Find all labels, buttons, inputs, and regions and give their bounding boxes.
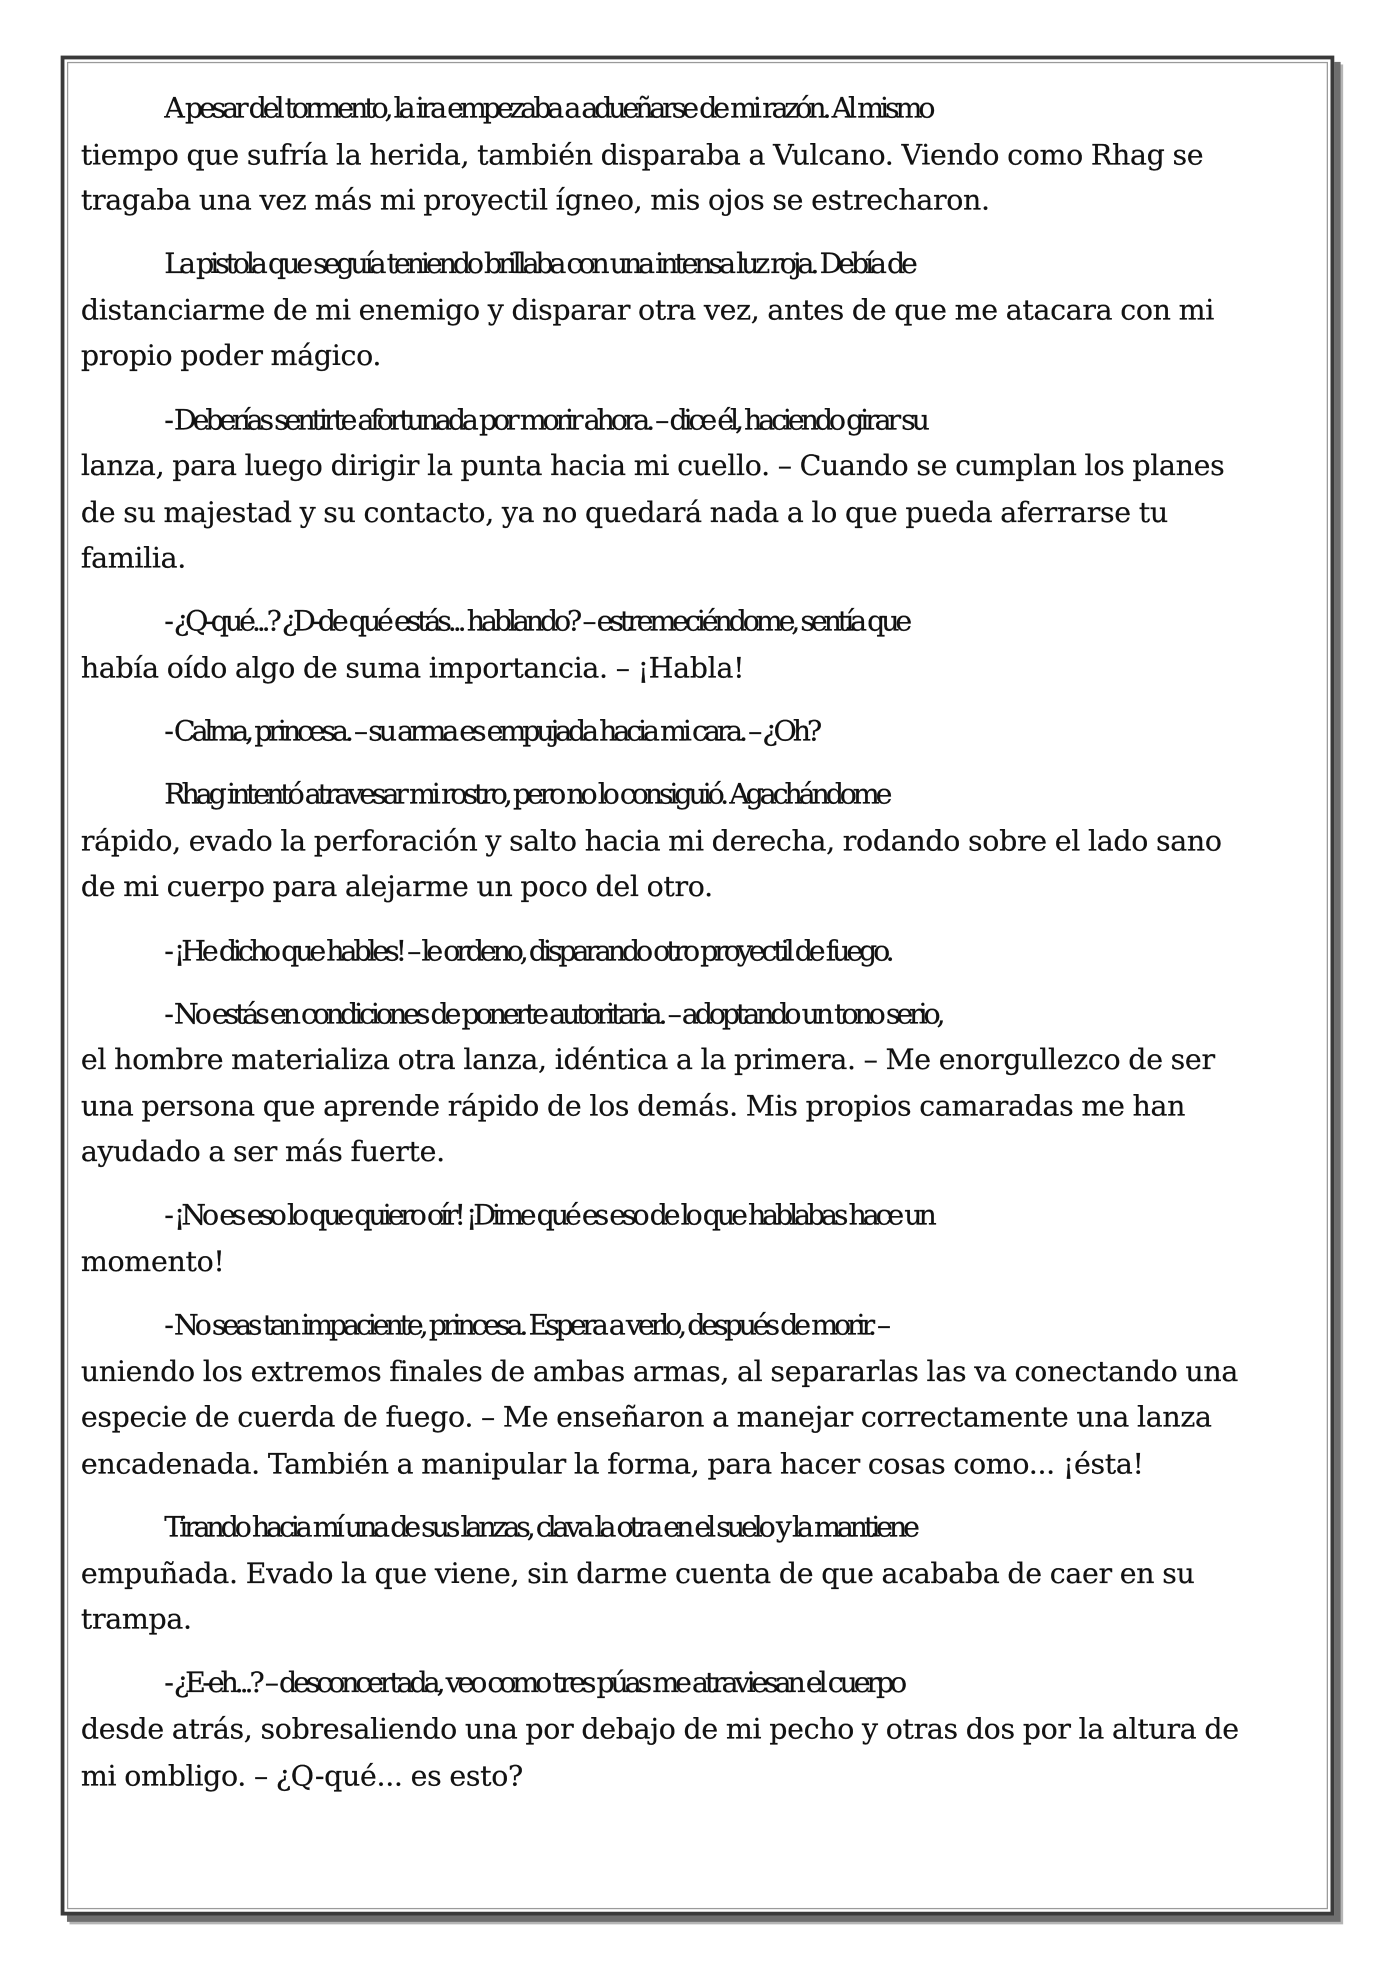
text-line: ayudado a ser más fuerte.	[80, 1136, 445, 1170]
text-line: - ¡He dicho que hables! – le ordeno, disparando otro proyectil de fuego.	[164, 934, 891, 968]
text-line: de su majestad y su contacto, ya no quedará nada a lo que pueda aferrarse tu	[80, 496, 1168, 530]
text-line: familia.	[80, 542, 187, 576]
text-line: - ¿Q-qué...? ¿D-de qué estás... hablando? – estremeciéndome, sentía que	[164, 605, 909, 639]
story-text-body	[81, 86, 1313, 1817]
text-line: uniendo los extremos finales de ambas armas, al separarlas las va conectando una	[80, 1355, 1239, 1389]
paragraph	[81, 599, 1313, 691]
text-line: de mi cuerpo para alejarme un poco del otro.	[80, 871, 713, 904]
text-line: encadenada. También a manipular la forma, para hacer cosas como... ¡ésta!	[80, 1447, 1144, 1481]
text-line: lanza, para luego dirigir la punta hacia mi cuello. – Cuando se cumplan los planes	[80, 450, 1225, 483]
text-line: el hombre materializa otra lanza, idéntica a la primera. – Me enorgullezco de ser	[80, 1043, 1215, 1077]
text-line: mi ombligo. – ¿Q-qué... es esto?	[80, 1759, 523, 1793]
text-line: tiempo que sufría la herida, también disparaba a Vulcano. Viendo como Rhag se	[80, 138, 1204, 172]
paragraph	[81, 772, 1313, 911]
paragraph	[81, 991, 1313, 1176]
text-line: momento!	[80, 1245, 225, 1279]
text-line: empuñada. Evado la que viene, sin darme cuenta de que acababa de caer en su	[80, 1557, 1195, 1591]
text-line: trampa.	[80, 1603, 192, 1637]
text-line: tragaba una vez más mi proyectil ígneo, mis ojos se estrecharon.	[80, 184, 990, 218]
text-line: - Calma, princesa. – su arma es empujada hacia mi cara. – ¿Oh?	[164, 715, 819, 749]
text-line: La pistola que seguía teniendo brillaba con una intensa luz roja. Debía de	[164, 248, 914, 281]
text-line: - Deberías sentirte afortunada por morir ahora. – dice él, haciendo girar su	[164, 403, 926, 437]
text-line: una persona que aprende rápido de los demás. Mis propios camaradas me han	[80, 1090, 1186, 1124]
text-line: - No estás en condiciones de ponerte autoritaria. – adoptando un tono serio,	[164, 997, 942, 1031]
paragraph	[81, 86, 1313, 225]
paragraph	[81, 709, 1313, 755]
paragraph	[81, 1661, 1313, 1800]
text-line: había oído algo de suma importancia. – ¡Habla!	[80, 652, 745, 685]
text-line: especie de cuerda de fuego. – Me enseñaron a manejar correctamente una lanza	[80, 1401, 1212, 1435]
text-line: Rhag intentó atravesar mi rostro, pero no lo consiguió. Agachándome	[164, 778, 889, 812]
paragraph	[81, 1303, 1313, 1488]
text-line: rápido, evado la perforación y salto hacia mi derecha, rodando sobre el lado sano	[80, 824, 1222, 858]
paragraph	[81, 242, 1313, 381]
paragraph	[81, 397, 1313, 582]
text-line: Tirando hacia mí una de sus lanzas, clava la otra en el suelo y la mantiene	[164, 1511, 916, 1545]
text-line: - No seas tan impaciente, princesa. Espera a verlo, después de morir. –	[164, 1309, 888, 1343]
text-line: desde atrás, sobresaliendo una por debajo de mi pecho y otras dos por la altura de	[80, 1713, 1239, 1747]
text-line: A pesar del tormento, la ira empezaba a adueñarse de mi razón. Al mismo	[164, 92, 932, 126]
paragraph	[81, 1505, 1313, 1644]
text-line: propio poder mágico.	[80, 340, 382, 374]
text-line: - ¿E-eh...? – desconcertada, veo como tres púas me atraviesan el cuerpo	[164, 1667, 904, 1700]
text-line: distanciarme de mi enemigo y disparar otra vez, antes de que me atacara con mi	[80, 294, 1215, 328]
paragraph	[81, 928, 1313, 974]
paragraph	[81, 1193, 1313, 1285]
text-line: - ¡No es eso lo que quiero oír! ¡Dime qué es eso de lo que hablabas hace un	[164, 1199, 933, 1233]
